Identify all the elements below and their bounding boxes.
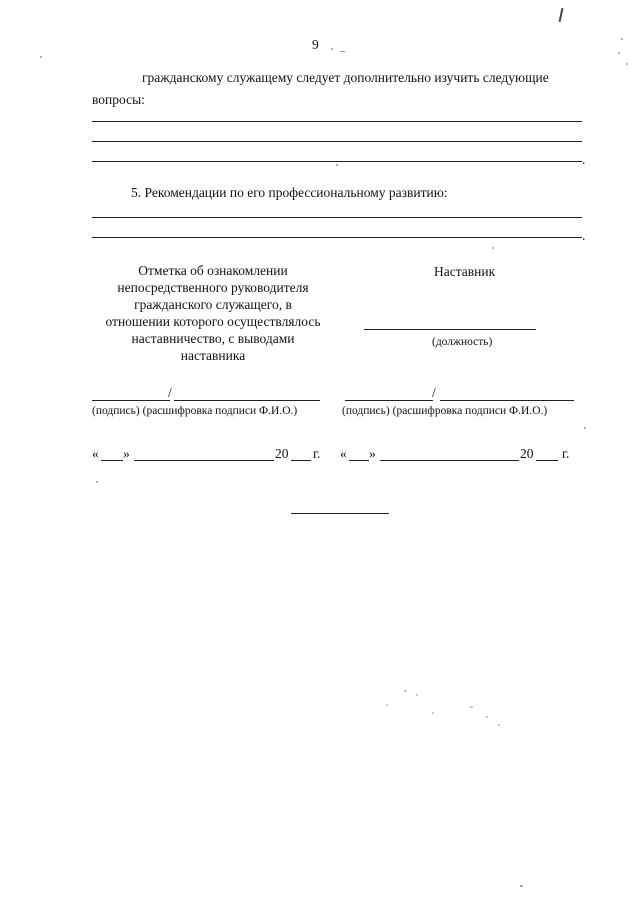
scan-speck xyxy=(336,164,338,166)
right-date-year-line[interactable] xyxy=(536,460,558,461)
answer-line[interactable] xyxy=(92,161,582,162)
scan-speck xyxy=(331,48,333,50)
scan-speck xyxy=(416,694,418,696)
scan-speck xyxy=(621,38,623,40)
scan-speck xyxy=(470,706,473,708)
scan-speck xyxy=(404,690,407,692)
scan-speck xyxy=(340,51,345,52)
acknowledgement-title-line: непосредственного руководителя xyxy=(117,280,309,295)
scan-speck xyxy=(40,56,42,58)
left-signature-slash: / xyxy=(168,385,172,400)
position-line[interactable] xyxy=(364,329,536,330)
left-name-line[interactable] xyxy=(174,400,320,401)
scan-speck xyxy=(96,481,98,483)
right-signature-line[interactable] xyxy=(345,400,433,401)
right-date-year-prefix: 20 xyxy=(520,446,534,461)
acknowledgement-title xyxy=(88,262,338,364)
acknowledgement-title-line: отношении которого осуществлялось xyxy=(105,314,321,329)
answer-line[interactable] xyxy=(92,217,582,218)
left-date-open-quote: « xyxy=(92,446,99,461)
right-date-month-line[interactable] xyxy=(380,460,519,461)
scan-speck xyxy=(618,52,620,54)
left-date-close-quote: » xyxy=(123,446,130,461)
intro-line-1: гражданскому служащему следует дополнительно изучить следующие xyxy=(142,70,549,85)
answer-line[interactable] xyxy=(92,121,582,122)
mentor-title: Наставник xyxy=(434,264,496,279)
scan-speck xyxy=(584,427,586,429)
right-date-close-quote: » xyxy=(369,446,376,461)
acknowledgement-title-line: гражданского служащего, в xyxy=(134,297,292,312)
line-end-period: . xyxy=(582,152,586,167)
acknowledgement-title-line: наставника xyxy=(180,348,246,363)
left-date-year-prefix: 20 xyxy=(275,446,289,461)
right-signature-slash: / xyxy=(432,385,436,400)
scan-speck xyxy=(486,716,488,718)
right-date-year-suffix: г. xyxy=(562,446,570,461)
right-date-day-line[interactable] xyxy=(349,460,369,461)
position-caption: (должность) xyxy=(432,336,493,348)
scan-speck xyxy=(520,885,523,887)
right-signature-caption: (подпись) (расшифровка подписи Ф.И.О.) xyxy=(342,405,548,417)
end-separator-line xyxy=(291,513,389,514)
left-date-month-line[interactable] xyxy=(134,460,274,461)
left-date-year-line[interactable] xyxy=(291,460,311,461)
left-signature-line[interactable] xyxy=(92,400,170,401)
acknowledgement-title-line: наставничество, с выводами xyxy=(131,331,295,346)
right-date-open-quote: « xyxy=(340,446,347,461)
answer-line[interactable] xyxy=(92,237,582,238)
scan-speck xyxy=(626,63,628,65)
intro-line-2: вопросы: xyxy=(92,92,145,107)
left-signature-caption: (подпись) (расшифровка подписи Ф.И.О.) xyxy=(92,405,298,417)
left-date-day-line[interactable] xyxy=(101,460,123,461)
acknowledgement-title-line: Отметка об ознакомлении xyxy=(138,263,288,278)
scan-speck xyxy=(386,704,388,706)
scan-speck xyxy=(492,247,494,249)
scan-speck xyxy=(498,724,500,726)
scan-mark xyxy=(559,8,564,22)
left-date-year-suffix: г. xyxy=(313,446,321,461)
line-end-period: . xyxy=(582,228,586,243)
page-number: 9 xyxy=(312,37,319,52)
section-5-heading: 5. Рекомендации по его профессиональному развитию: xyxy=(131,185,448,200)
right-name-line[interactable] xyxy=(440,400,574,401)
scan-speck xyxy=(432,712,434,714)
answer-line[interactable] xyxy=(92,141,582,142)
